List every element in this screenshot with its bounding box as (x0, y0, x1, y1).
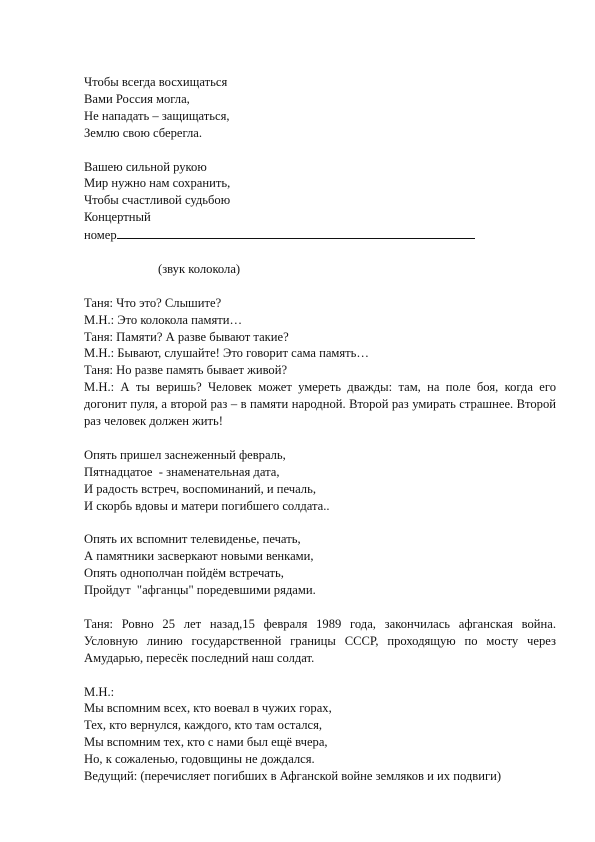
poem-line: Чтобы всегда восхищаться (84, 75, 228, 89)
dialogue-line: Таня: Памяти? А разве бывают такие? (84, 329, 289, 344)
poem-stanza-3 (84, 447, 556, 515)
dialogue-line: Таня: Что это? Слышите? (84, 295, 222, 310)
poem-stanza-2 (84, 159, 556, 245)
poem-line: Пройдут "афганцы" поредевшими рядами. (84, 583, 316, 598)
poem-line: Мы вспомним тех, кто с нами был ещё вчера, (84, 735, 328, 750)
concert-number-line (84, 226, 556, 244)
poem-line: Не нападать – защищаться, (84, 108, 230, 123)
spacer (84, 244, 556, 261)
dialogue-line: М.Н.: Это колокола памяти… (84, 312, 243, 327)
poem-line: Пятнадцатое - знаменательная дата, (84, 464, 280, 479)
poem-line: И скорбь вдовы и матери погибшего солдата.. (84, 498, 330, 513)
poem-line: Вашею сильной рукою (84, 159, 207, 174)
host-line: Ведущий: (перечисляет погибших в Афганской войне земляков и их подвиги) (84, 769, 502, 784)
spacer (84, 278, 556, 295)
poem-stanza-4 (84, 531, 556, 599)
speaker-label: М.Н.: (84, 684, 115, 699)
poem-line: Опять их вспомнит телевиденье, печать, (84, 532, 301, 547)
spacer (84, 142, 556, 159)
blank-underline (117, 226, 475, 239)
poem-line: Концертный (84, 210, 151, 225)
dialogue-paragraph: Таня: Ровно 25 лет назад,15 февраля 1989 года, закончилась афганская война. Условную линию государственной границы СССР, проходящую по мосту через Амударью, пересёк последний наш солдат. (84, 616, 556, 665)
dialogue-block (84, 295, 556, 430)
poem-line: Землю свою сберегла. (84, 125, 203, 140)
poem-line: А памятники засверкают новыми венками, (84, 549, 314, 564)
poem-line: Мир нужно нам сохранить, (84, 176, 231, 191)
number-label: номер (84, 228, 117, 243)
poem-line: Тех, кто вернулся, каждого, кто там остался, (84, 718, 323, 733)
dialogue-line: Таня: Но разве память бывает живой? (84, 363, 288, 378)
spacer (84, 430, 556, 447)
spacer (84, 599, 556, 616)
dialogue-paragraph: М.Н.: А ты веришь? Человек может умереть дважды: там, на поле боя, когда его догонит пуля, а второй раз – в памяти народной. Второй раз умирать страшнее. Второй раз человек должен жить! (84, 380, 556, 429)
stage-direction: (звук колокола) (158, 261, 241, 276)
spacer (84, 667, 556, 684)
poem-line: И радость встреч, воспоминаний, и печаль, (84, 481, 316, 496)
poem-stanza-1 (84, 74, 556, 142)
poem-line: Чтобы счастливой судьбою (84, 193, 231, 208)
spacer (84, 515, 556, 532)
poem-line: Мы вспомним всех, кто воевал в чужих горах, (84, 701, 332, 716)
document-body (84, 74, 556, 785)
poem-stanza-5 (84, 700, 556, 768)
dialogue-line: М.Н.: Бывают, слушайте! Это говорит сама память… (84, 346, 370, 361)
poem-line: Но, к сожаленью, годовщины не дождался. (84, 752, 315, 767)
poem-line: Вами Россия могла, (84, 91, 190, 106)
poem-line: Опять пришел заснеженный февраль, (84, 447, 286, 462)
poem-line: Опять однополчан пойдём встречать, (84, 566, 284, 581)
